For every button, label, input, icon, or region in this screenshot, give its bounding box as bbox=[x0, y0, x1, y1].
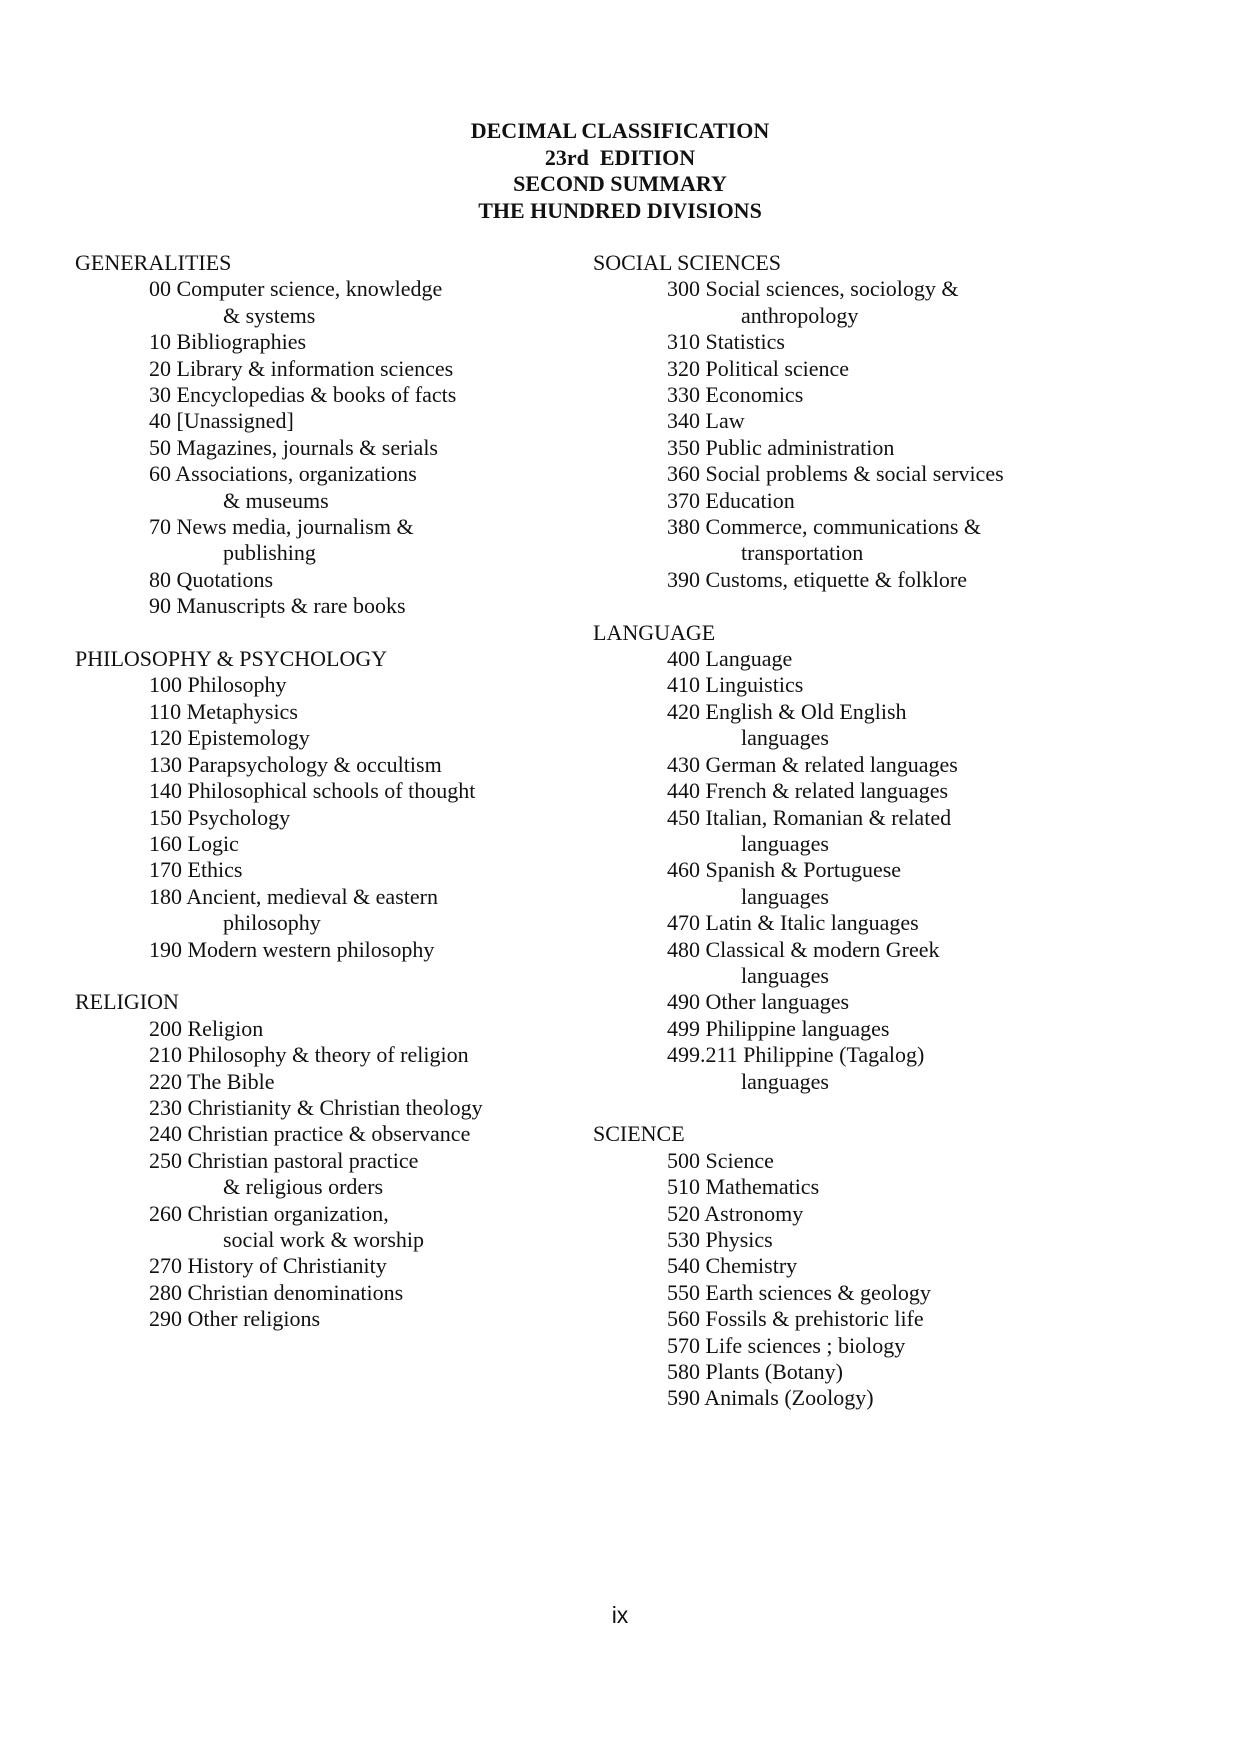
classification-entry bbox=[75, 1253, 575, 1279]
entry-label: 470 Latin & Italic languages bbox=[667, 910, 919, 936]
classification-entry bbox=[75, 831, 575, 857]
entry-label: 350 Public administration bbox=[667, 434, 895, 460]
classification-section bbox=[593, 620, 1153, 1095]
entry-label: 00 Computer science, knowledge bbox=[149, 276, 443, 302]
classification-entry bbox=[75, 276, 575, 329]
entry-label: 270 History of Christianity bbox=[149, 1253, 387, 1279]
classification-entry bbox=[75, 805, 575, 831]
page-title bbox=[0, 118, 1240, 224]
classification-section bbox=[593, 1121, 1153, 1411]
classification-entry bbox=[75, 382, 575, 408]
classification-entry bbox=[75, 725, 575, 751]
entry-label: 180 Ancient, medieval & eastern bbox=[149, 883, 438, 909]
classification-entry bbox=[75, 1042, 575, 1068]
entry-label: 390 Customs, etiquette & folklore bbox=[667, 566, 968, 592]
entry-label: 380 Commerce, communications & bbox=[667, 514, 982, 540]
classification-entry bbox=[593, 1201, 1153, 1227]
entry-continuation: languages bbox=[741, 962, 829, 988]
classification-entry bbox=[75, 408, 575, 434]
entry-label: 480 Classical & modern Greek bbox=[667, 936, 940, 962]
classification-entry bbox=[75, 567, 575, 593]
entry-label: 320 Political science bbox=[667, 355, 850, 381]
section-heading: PHILOSOPHY & PSYCHOLOGY bbox=[75, 646, 388, 672]
classification-entry bbox=[593, 805, 1153, 858]
classification-entry bbox=[593, 699, 1153, 752]
right-column bbox=[593, 250, 1153, 1438]
entry-label: 450 Italian, Romanian & related bbox=[667, 804, 952, 830]
classification-entry bbox=[75, 752, 575, 778]
entry-continuation: philosophy bbox=[223, 910, 321, 936]
entry-label: 570 Life sciences ; biology bbox=[667, 1332, 906, 1358]
entry-label: 120 Epistemology bbox=[149, 725, 310, 751]
classification-entry bbox=[593, 1306, 1153, 1332]
classification-entry bbox=[75, 514, 575, 567]
entry-label: 160 Logic bbox=[149, 830, 239, 856]
entry-continuation: & religious orders bbox=[223, 1174, 384, 1200]
classification-entry bbox=[75, 435, 575, 461]
entry-label: 170 Ethics bbox=[149, 857, 243, 883]
section-heading: RELIGION bbox=[75, 989, 179, 1015]
entry-label: 240 Christian practice & observance bbox=[149, 1121, 471, 1147]
classification-entry bbox=[593, 1359, 1153, 1385]
entry-label: 530 Physics bbox=[667, 1227, 773, 1252]
title-line: 23rd EDITION bbox=[544, 144, 696, 170]
entry-label: 210 Philosophy & theory of religion bbox=[149, 1042, 469, 1068]
classification-entry bbox=[75, 884, 575, 937]
classification-entry bbox=[75, 1069, 575, 1095]
classification-entry bbox=[75, 672, 575, 698]
entry-continuation: languages bbox=[741, 725, 829, 751]
entry-label: 590 Animals (Zoology) bbox=[667, 1385, 874, 1411]
entry-label: 60 Associations, organizations bbox=[149, 461, 417, 487]
classification-entry bbox=[593, 1227, 1153, 1253]
classification-entry bbox=[593, 514, 1153, 567]
classification-entry bbox=[75, 1201, 575, 1254]
entry-label: 90 Manuscripts & rare books bbox=[149, 593, 406, 619]
title-line: THE HUNDRED DIVISIONS bbox=[478, 197, 762, 223]
entry-label: 430 German & related languages bbox=[667, 751, 958, 777]
entry-label: 420 English & Old English bbox=[667, 698, 907, 724]
section-heading: SOCIAL SCIENCES bbox=[593, 250, 782, 275]
classification-entry bbox=[75, 1280, 575, 1306]
entry-label: 280 Christian denominations bbox=[149, 1279, 404, 1305]
classification-entry bbox=[593, 276, 1153, 329]
classification-entry bbox=[593, 989, 1153, 1015]
entry-label: 499.211 Philippine (Tagalog) bbox=[667, 1042, 925, 1068]
classification-entry bbox=[75, 1148, 575, 1201]
entry-continuation: languages bbox=[741, 1068, 829, 1094]
entry-continuation: transportation bbox=[741, 540, 864, 566]
entry-label: 550 Earth sciences & geology bbox=[667, 1279, 931, 1305]
entry-continuation: publishing bbox=[223, 540, 316, 566]
entry-label: 230 Christianity & Christian theology bbox=[149, 1094, 483, 1120]
classification-entry bbox=[593, 1016, 1153, 1042]
entry-label: 490 Other languages bbox=[667, 989, 850, 1015]
entry-label: 580 Plants (Botany) bbox=[667, 1359, 843, 1385]
entry-label: 20 Library & information sciences bbox=[149, 355, 454, 381]
classification-entry bbox=[593, 408, 1153, 434]
entry-continuation: & museums bbox=[223, 487, 329, 513]
entry-label: 70 News media, journalism & bbox=[149, 514, 414, 540]
entry-label: 200 Religion bbox=[149, 1015, 264, 1041]
entry-label: 440 French & related languages bbox=[667, 778, 949, 804]
entry-label: 499 Philippine languages bbox=[667, 1015, 890, 1041]
entry-label: 190 Modern western philosophy bbox=[149, 936, 435, 962]
entry-label: 40 [Unassigned] bbox=[149, 408, 294, 434]
classification-entry bbox=[593, 1385, 1153, 1411]
entry-label: 130 Parapsychology & occultism bbox=[149, 751, 442, 777]
entry-label: 80 Quotations bbox=[149, 566, 274, 592]
classification-section bbox=[75, 989, 575, 1332]
classification-section bbox=[593, 250, 1153, 593]
entry-continuation: languages bbox=[741, 883, 829, 909]
classification-entry bbox=[593, 435, 1153, 461]
entry-label: 410 Linguistics bbox=[667, 672, 804, 698]
entry-label: 250 Christian pastoral practice bbox=[149, 1147, 419, 1173]
entry-label: 400 Language bbox=[667, 646, 793, 672]
classification-entry bbox=[593, 910, 1153, 936]
classification-entry bbox=[593, 567, 1153, 593]
classification-entry bbox=[75, 1121, 575, 1147]
classification-entry bbox=[593, 778, 1153, 804]
classification-entry bbox=[75, 937, 575, 963]
classification-entry bbox=[593, 1280, 1153, 1306]
classification-entry bbox=[593, 461, 1153, 487]
classification-entry bbox=[593, 857, 1153, 910]
classification-entry bbox=[75, 593, 575, 619]
classification-entry bbox=[593, 1253, 1153, 1279]
left-column bbox=[75, 250, 575, 1359]
classification-entry bbox=[593, 646, 1153, 672]
entry-label: 110 Metaphysics bbox=[149, 698, 298, 724]
entry-label: 500 Science bbox=[667, 1147, 774, 1173]
entry-label: 50 Magazines, journals & serials bbox=[149, 434, 438, 460]
classification-entry bbox=[75, 1016, 575, 1042]
section-heading: GENERALITIES bbox=[75, 250, 232, 275]
classification-entry bbox=[75, 778, 575, 804]
classification-entry bbox=[75, 857, 575, 883]
entry-continuation: languages bbox=[741, 830, 829, 856]
entry-continuation: anthropology bbox=[741, 302, 859, 328]
entry-label: 370 Education bbox=[667, 487, 795, 513]
entry-continuation: & systems bbox=[223, 302, 316, 328]
title-line: DECIMAL CLASSIFICATION bbox=[470, 118, 770, 143]
title-line: SECOND SUMMARY bbox=[513, 171, 727, 196]
classification-entry bbox=[593, 356, 1153, 382]
entry-continuation: social work & worship bbox=[223, 1227, 425, 1252]
section-heading: SCIENCE bbox=[593, 1121, 685, 1147]
entry-label: 310 Statistics bbox=[667, 329, 785, 355]
classification-entry bbox=[593, 1174, 1153, 1200]
classification-entry bbox=[593, 937, 1153, 990]
classification-entry bbox=[593, 672, 1153, 698]
entry-label: 30 Encyclopedias & books of facts bbox=[149, 382, 457, 408]
classification-entry bbox=[593, 1148, 1153, 1174]
classification-entry bbox=[75, 461, 575, 514]
classification-section bbox=[75, 250, 575, 620]
entry-label: 260 Christian organization, bbox=[149, 1200, 389, 1226]
entry-label: 290 Other religions bbox=[149, 1306, 321, 1332]
entry-label: 460 Spanish & Portuguese bbox=[667, 857, 902, 883]
entry-label: 220 The Bible bbox=[149, 1068, 275, 1094]
classification-entry bbox=[75, 1306, 575, 1332]
entry-label: 140 Philosophical schools of thought bbox=[149, 778, 476, 804]
entry-label: 540 Chemistry bbox=[667, 1253, 798, 1279]
entry-label: 360 Social problems & social services bbox=[667, 461, 1004, 487]
entry-label: 340 Law bbox=[667, 408, 745, 434]
classification-entry bbox=[75, 356, 575, 382]
classification-entry bbox=[75, 329, 575, 355]
classification-entry bbox=[593, 1042, 1153, 1095]
classification-entry bbox=[75, 699, 575, 725]
entry-label: 560 Fossils & prehistoric life bbox=[667, 1306, 924, 1332]
classification-entry bbox=[593, 488, 1153, 514]
page-number: ix bbox=[611, 1602, 629, 1628]
entry-label: 100 Philosophy bbox=[149, 672, 287, 698]
entry-label: 300 Social sciences, sociology & bbox=[667, 276, 959, 302]
classification-entry bbox=[593, 329, 1153, 355]
entry-label: 520 Astronomy bbox=[667, 1200, 804, 1226]
entry-label: 10 Bibliographies bbox=[149, 329, 307, 355]
entry-label: 150 Psychology bbox=[149, 804, 291, 830]
entry-label: 330 Economics bbox=[667, 382, 804, 408]
classification-entry bbox=[593, 752, 1153, 778]
classification-entry bbox=[75, 1095, 575, 1121]
classification-entry bbox=[593, 382, 1153, 408]
section-heading: LANGUAGE bbox=[593, 619, 716, 645]
classification-section bbox=[75, 646, 575, 963]
classification-entry bbox=[593, 1333, 1153, 1359]
entry-label: 510 Mathematics bbox=[667, 1174, 820, 1200]
